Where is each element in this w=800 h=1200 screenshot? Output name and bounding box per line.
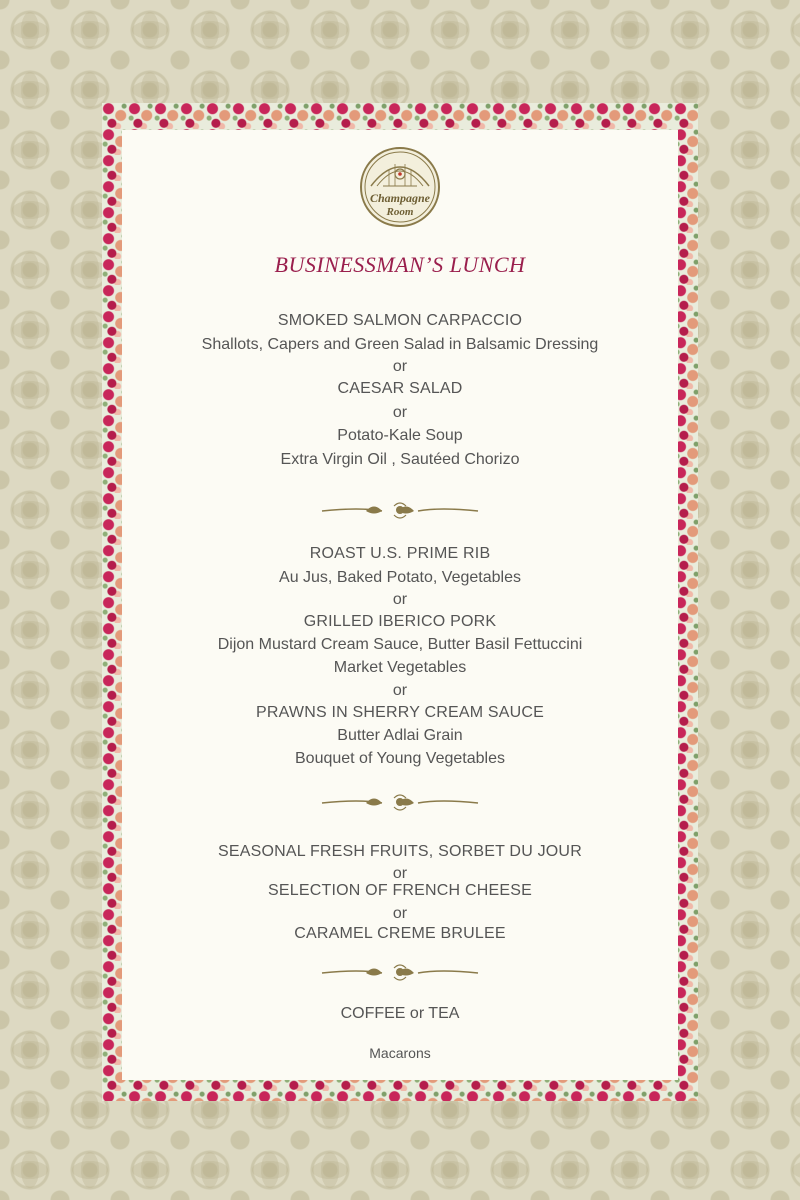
starter-or-2: or xyxy=(392,404,408,421)
starter-item-1: SMOKED SALMON CARPACCIO xyxy=(277,312,523,329)
menu-title: BUSINESSMAN’S LUNCH xyxy=(274,252,526,277)
main-item-1-desc: Au Jus, Baked Potato, Vegetables xyxy=(279,569,521,586)
dessert-item-1: SEASONAL FRESH FRUITS, SORBET DU JOUR xyxy=(218,843,582,860)
main-item-3-desc-2: Bouquet of Young Vegetables xyxy=(295,750,505,767)
starter-or-1: or xyxy=(392,358,408,375)
ornament-divider xyxy=(320,962,480,982)
main-item-3-desc-1: Butter Adlai Grain xyxy=(337,727,463,744)
main-item-3: PRAWNS IN SHERRY CREAM SAUCE xyxy=(255,704,545,721)
main-or-2: or xyxy=(392,682,408,699)
champagne-room-logo xyxy=(359,146,441,228)
dessert-or-1: or xyxy=(392,865,408,882)
main-or-1: or xyxy=(392,591,408,608)
logo-text-line1: Champagne xyxy=(369,191,431,205)
dessert-or-2: or xyxy=(392,905,408,922)
logo-text-line2: Room xyxy=(386,206,414,218)
starter-item-3: Potato-Kale Soup xyxy=(337,427,463,444)
starter-item-3-desc: Extra Virgin Oil , Sautéed Chorizo xyxy=(280,451,520,468)
dessert-item-2: SELECTION OF FRENCH CHEESE xyxy=(268,882,532,899)
beverage: COFFEE or TEA xyxy=(340,1005,460,1022)
dessert-item-3: CARAMEL CREME BRULEE xyxy=(294,925,506,942)
main-item-1: ROAST U.S. PRIME RIB xyxy=(309,545,491,562)
ornament-divider xyxy=(320,792,480,812)
starter-item-1-desc: Shallots, Capers and Green Salad in Balsamic Dressing xyxy=(201,336,599,353)
main-item-2: GRILLED IBERICO PORK xyxy=(303,613,497,630)
main-item-2-desc-1: Dijon Mustard Cream Sauce, Butter Basil Fettuccini xyxy=(217,636,583,653)
main-item-2-desc-2: Market Vegetables xyxy=(333,659,467,676)
ornament-divider xyxy=(320,500,480,520)
macarons: Macarons xyxy=(369,1045,431,1061)
starter-item-2: CAESAR SALAD xyxy=(337,380,463,397)
